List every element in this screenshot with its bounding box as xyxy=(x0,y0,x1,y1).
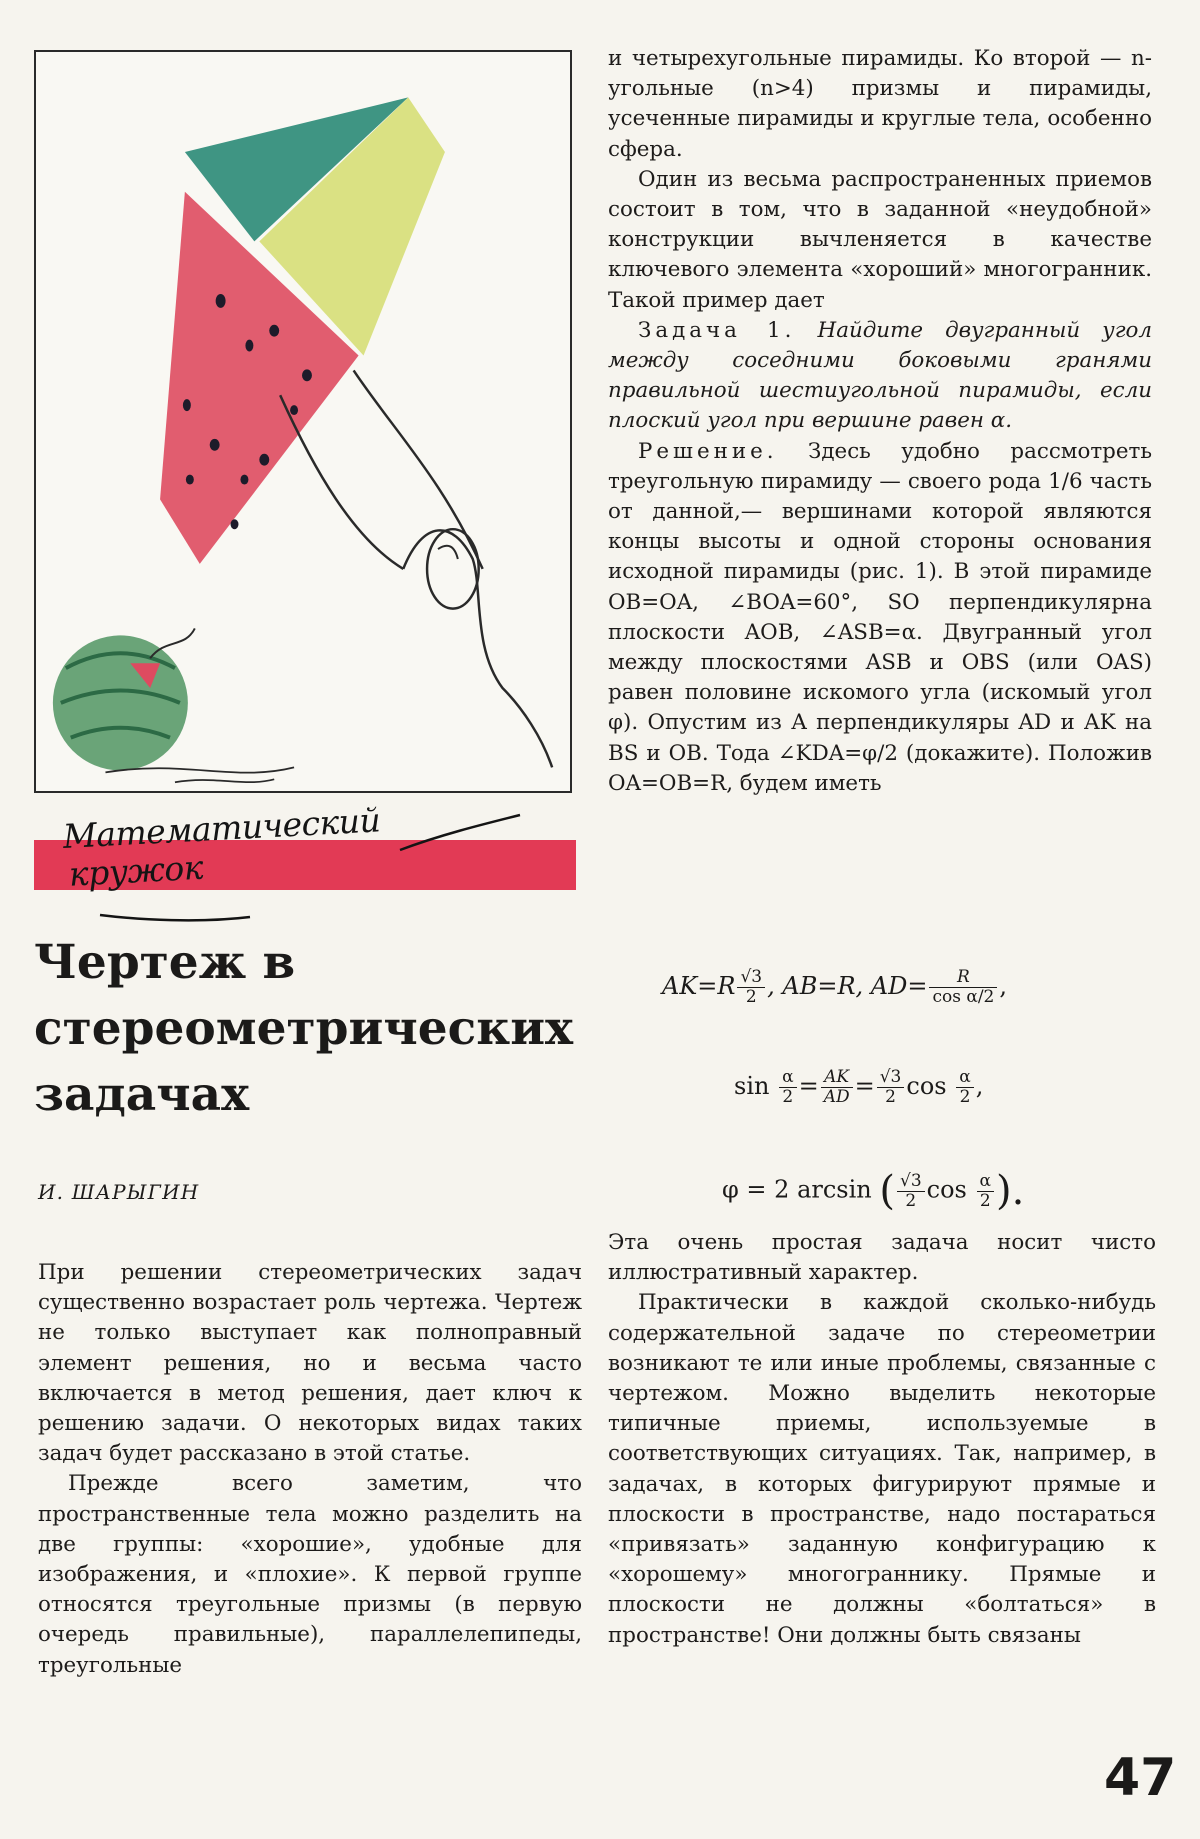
paragraph: Практически в каждой сколько-нибудь содержательной задаче по стереометрии возникают те или иные проблемы, связанные с чертежом. Можно выделить некоторые типичные приемы, используемые в соответствующих ситуациях. Так, например, в задачах, в которых фигурируют прямые и плоскости в пространстве, надо постараться «привязать» заданную конфигурацию к «хорошему» многограннику. Прямые и плоскости не должны «болтаться» в пространстве! Они должны быть связаны xyxy=(608,1290,1156,1648)
rubric-heading: Математический кружок xyxy=(61,800,382,894)
solution-text: Здесь удобно рассмотреть треугольную пирамиду — своего рода 1/6 часть от данной,— вершинами которой являются концы высоты и одной стороны основания исходной пирамиды (рис. 1). В этой пирамиде OB=OA, ∠BOA=60°, SO перпендикулярна плоскости AOB, ∠ASB=α. Двугранный угол между плоскостями ASB и OBS (или OAS) равен половине искомого угла (искомый угол φ). Опустим из A перпендикуляры AD и AK на BS и OB. Тода ∠KDA=φ/2 (докажите). Положив OA=OB=R, будем иметь xyxy=(608,438,1152,796)
right-column-top xyxy=(608,44,1152,799)
whole-watermelon xyxy=(53,635,188,770)
formula-2: sin $\frac{\alpha}{2}$ = $\frac{AK}{AD}$ = $\frac{√3}{2}$ cos $\frac{\alpha}{2}$ , xyxy=(734,1067,984,1107)
task-text: Найдите двугранный угол между соседними боковыми гранями правильной шестиугольной пирамиды, если плоский угол при вершине равен α. xyxy=(608,317,1152,434)
rubric-flourish xyxy=(40,805,580,925)
article-title: Чертеж в стереометрических задачах xyxy=(34,935,574,1122)
paragraph: и четырехугольные пирамиды. Ко второй — n-угольные (n>4) призмы и пирамиды, усеченные пирамиды и круглые тела, особенно сфера. xyxy=(608,46,1152,162)
paragraph: Прежде всего заметим, что пространственные тела можно разделить на две группы: «хорошие», удобные для изображения, и «плохие». К первой группе относятся треугольные призмы (в первую очередь правильные), параллелепипеды, треугольные xyxy=(38,1471,582,1678)
paragraph: Один из весьма распространенных приемов состоит в том, что в заданной «неудобной» конструкции вычленяется в качестве ключевого элемента «хороший» многогранник. Такой пример дает xyxy=(608,166,1152,313)
paragraph: Эта очень простая задача носит чисто иллюстративный характер. xyxy=(608,1230,1156,1286)
task-label: Задача 1. xyxy=(638,317,796,343)
formula-1: AK=R $\frac{√3}{2}$ , AB=R, AD= $\frac{R}{\text{cos α/2}}$ , xyxy=(662,967,1008,1007)
solution xyxy=(608,437,1152,799)
figure-head xyxy=(427,529,479,608)
author: И. ШАРЫГИН xyxy=(38,1180,200,1204)
right-column-bottom xyxy=(608,1228,1156,1651)
task-1 xyxy=(608,316,1152,437)
paragraph: При решении стереометрических задач существенно возрастает роль чертежа. Чертеж не только выступает как полноправный элемент решения, но и весьма часто включается в метод решения, дает ключ к решению задачи. О некоторых видах таких задач будет рассказано в этой статье. xyxy=(38,1260,582,1467)
illustration-watermelon xyxy=(34,50,572,793)
formula-3: φ = 2 arcsin ( $\frac{√3}{2}$ cos $\frac{\alpha}{2}$ ). xyxy=(722,1168,1025,1214)
page-number: 47 xyxy=(1104,1748,1177,1808)
solution-label: Решение. xyxy=(638,438,778,464)
figure-arm-right xyxy=(354,370,483,569)
left-column xyxy=(38,1258,582,1681)
